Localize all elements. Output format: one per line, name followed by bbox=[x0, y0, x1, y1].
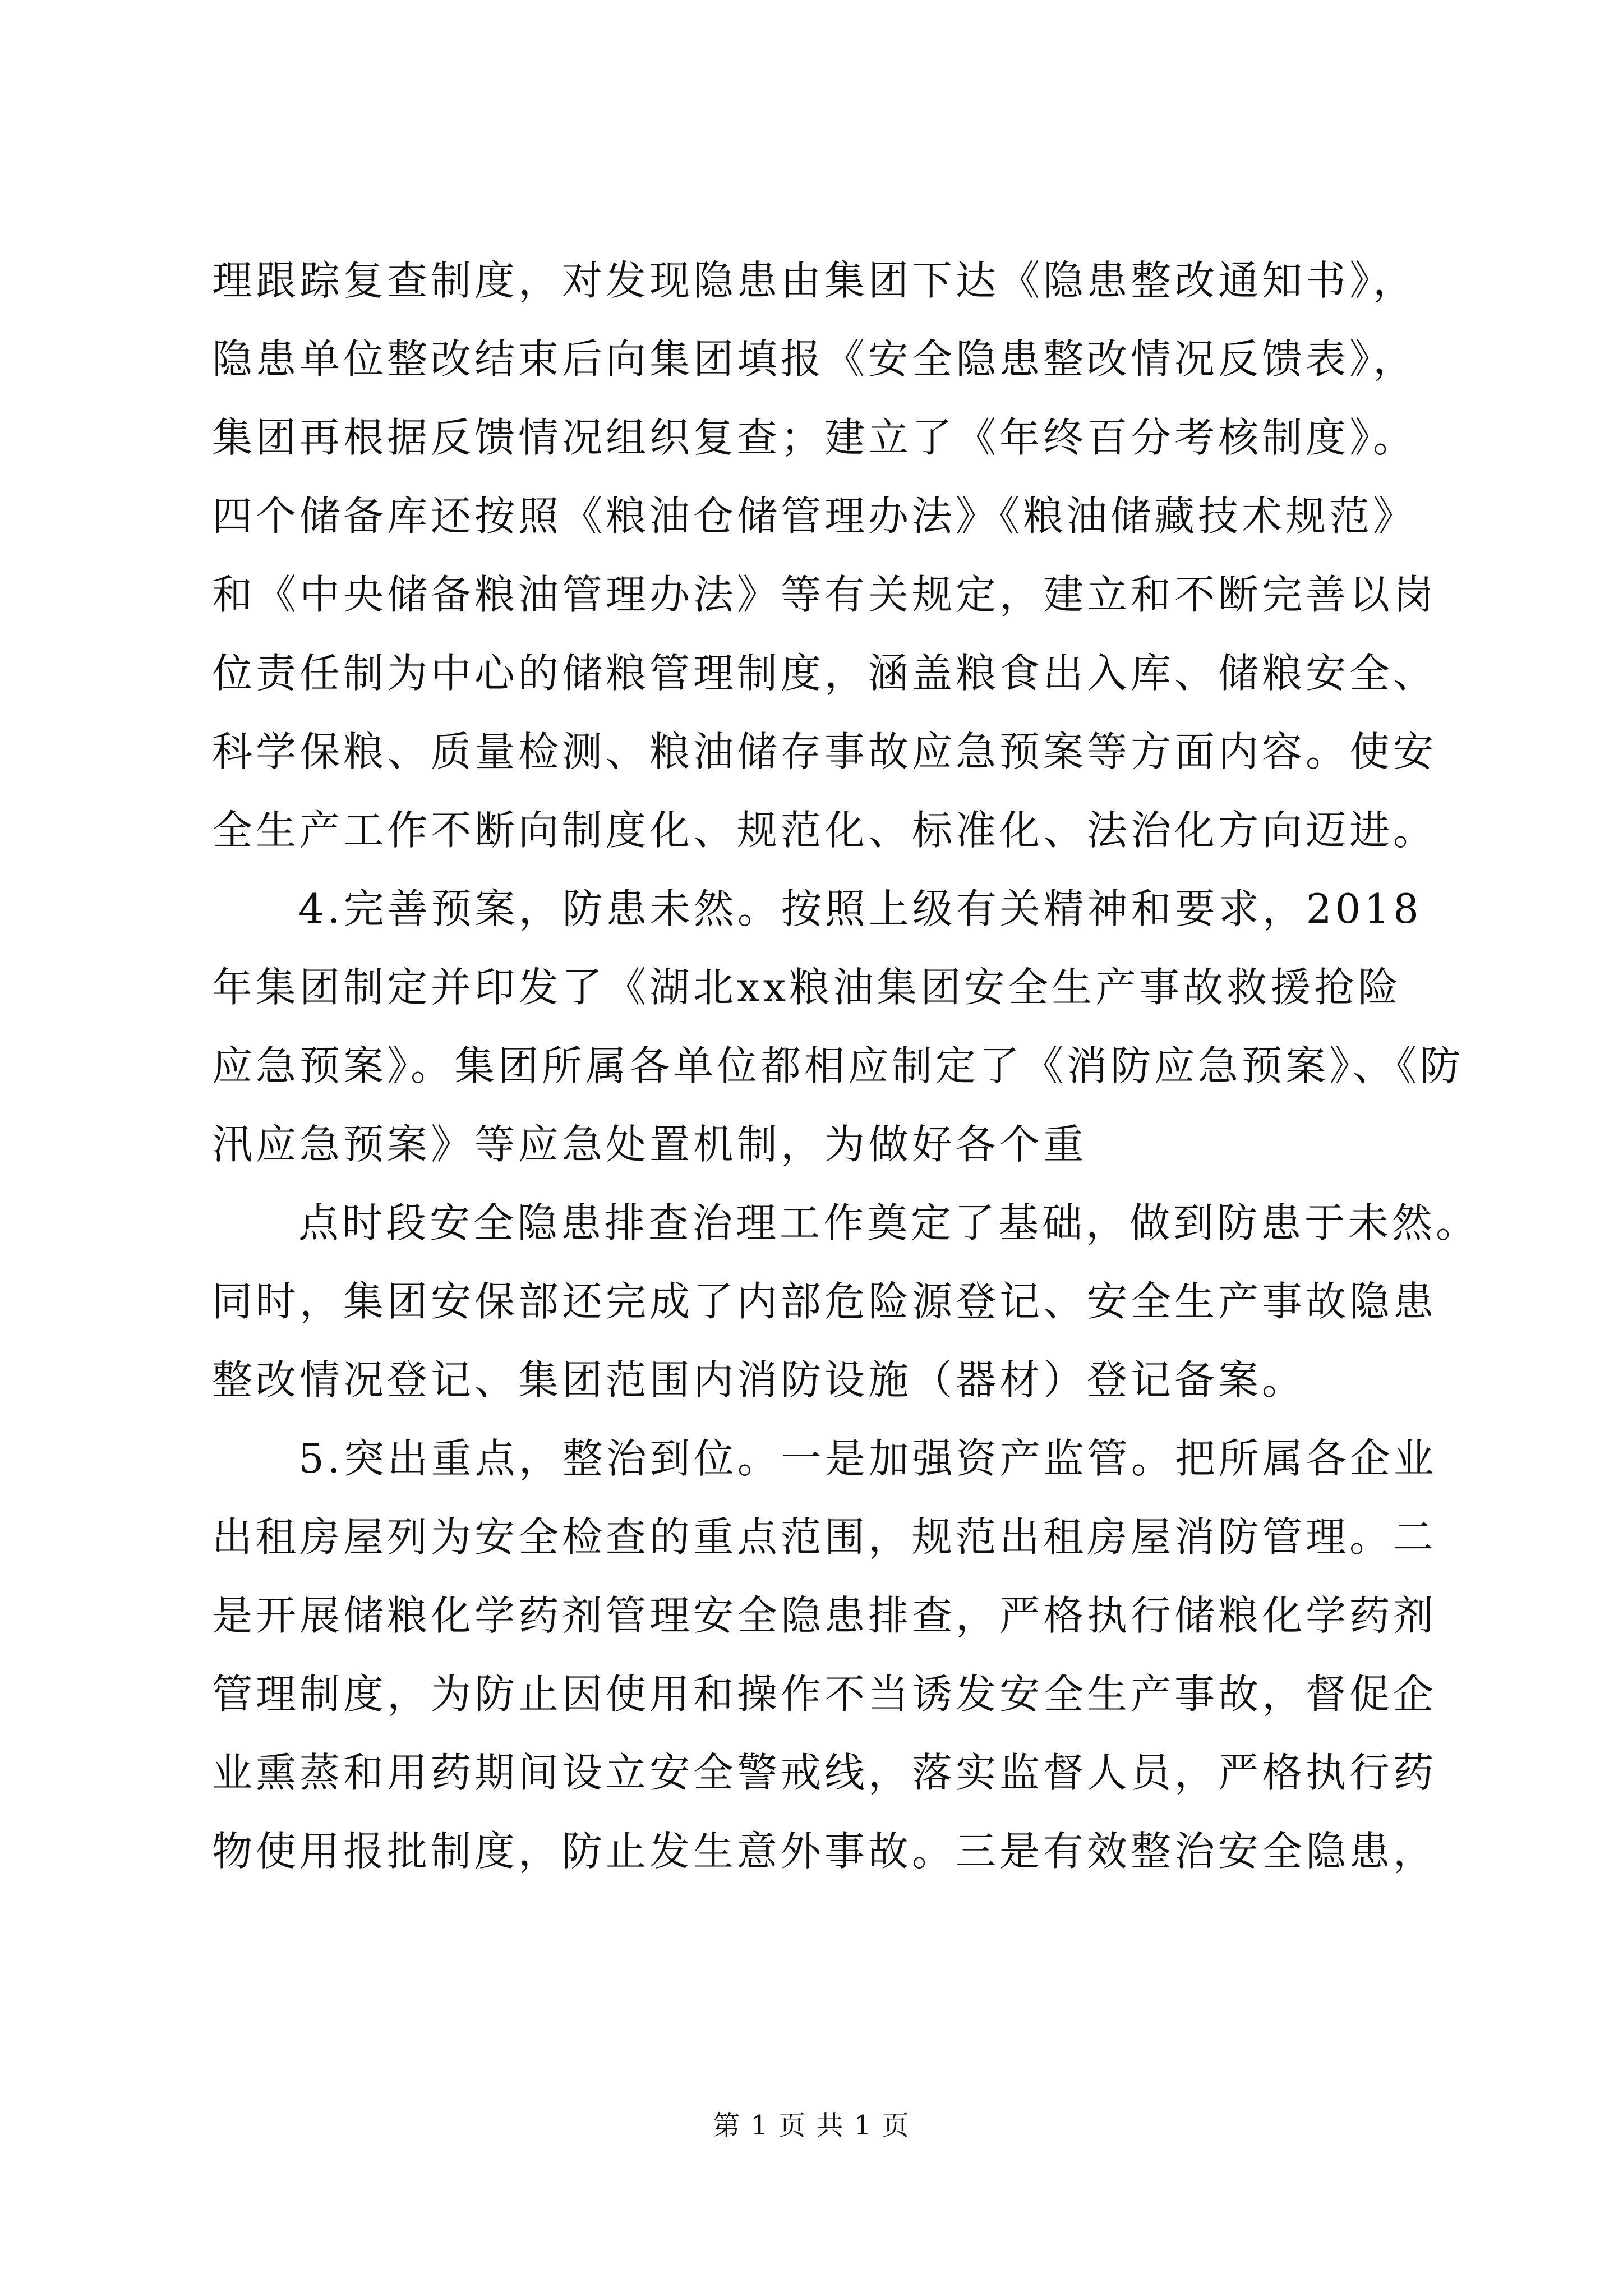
text-line: 5.突出重点，整治到位。一是加强资产监管。把所属各企业 bbox=[298, 1435, 1437, 1482]
text-line: 隐患单位整改结束后向集团填报《安全隐患整改情况反馈表》， bbox=[212, 335, 1417, 383]
text-line: 四个储备库还按照《粮油仓储管理办法》《粮油储藏技术规范》 bbox=[212, 493, 1417, 540]
page-number-footer: 第 1 页 共 1 页 bbox=[713, 2110, 910, 2141]
text-line: 管理制度，为防止因使用和操作不当诱发安全生产事故，督促企 bbox=[212, 1671, 1437, 1718]
text-line: 出租房屋列为安全检查的重点范围，规范出租房屋消防管理。二 bbox=[212, 1513, 1437, 1561]
text-line: 是开展储粮化学药剂管理安全隐患排查，严格执行储粮化学药剂 bbox=[212, 1592, 1437, 1639]
text-line: 科学保粮、质量检测、粮油储存事故应急预案等方面内容。使安 bbox=[212, 728, 1437, 775]
text-line: 理跟踪复查制度，对发现隐患由集团下达《隐患整改通知书》， bbox=[212, 257, 1417, 304]
text-line: 整改情况登记、集团范围内消防设施（器材）登记备案。 bbox=[212, 1356, 1306, 1404]
text-line: 应急预案》。集团所属各单位都相应制定了《消防应急预案》、《防 bbox=[212, 1042, 1464, 1089]
text-line: 年集团制定并印发了《湖北xx粮油集团安全生产事故救援抢险 bbox=[212, 964, 1402, 1011]
document-body bbox=[212, 241, 1480, 1890]
text-line: 位责任制为中心的储粮管理制度，涵盖粮食出入库、储粮安全、 bbox=[212, 650, 1437, 697]
text-line: 全生产工作不断向制度化、规范化、标准化、法治化方向迈进。 bbox=[212, 807, 1437, 854]
text-line: 物使用报批制度，防止发生意外事故。三是有效整治安全隐患， bbox=[212, 1828, 1437, 1875]
text-line: 业熏蒸和用药期间设立安全警戒线，落实监督人员，严格执行药 bbox=[212, 1749, 1437, 1796]
paragraph-1 bbox=[212, 241, 1437, 869]
text-line: 同时，集团安保部还完成了内部危险源登记、安全生产事故隐患 bbox=[212, 1278, 1437, 1325]
text-line: 4.完善预案，防患未然。按照上级有关精神和要求，2018 bbox=[298, 885, 1422, 932]
text-line: 集团再根据反馈情况组织复查；建立了《年终百分考核制度》。 bbox=[212, 414, 1417, 461]
text-line: 汛应急预案》等应急处置机制，为做好各个重 bbox=[212, 1121, 1087, 1168]
paragraph-4 bbox=[212, 1419, 1437, 1890]
paragraph-2 bbox=[212, 869, 1464, 1184]
text-line: 和《中央储备粮油管理办法》等有关规定，建立和不断完善以岗 bbox=[212, 571, 1437, 618]
text-line: 点时段安全隐患排查治理工作奠定了基础，做到防患于未然。 bbox=[298, 1199, 1480, 1246]
paragraph-3 bbox=[212, 1184, 1480, 1419]
